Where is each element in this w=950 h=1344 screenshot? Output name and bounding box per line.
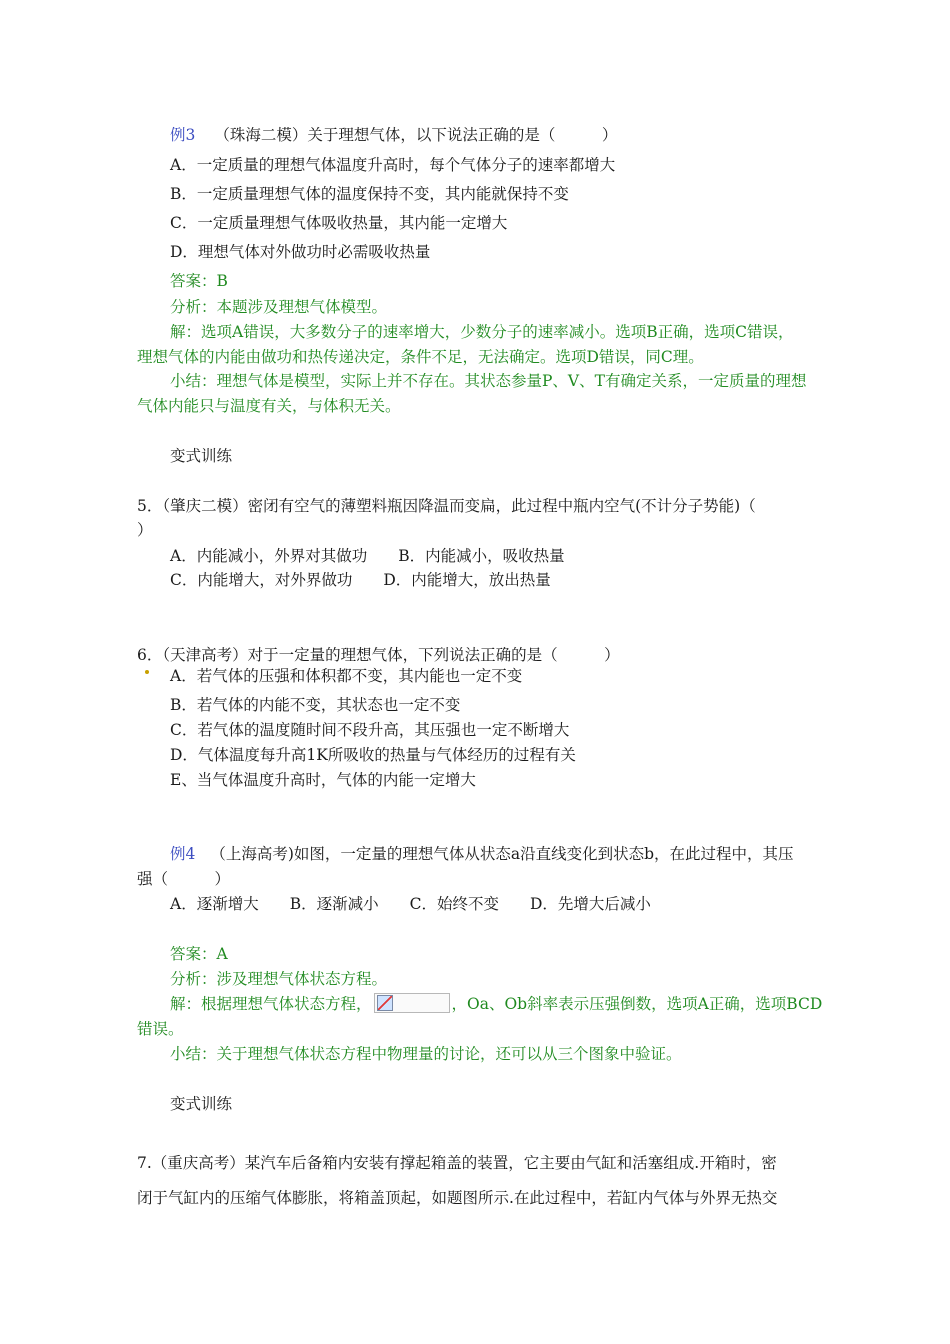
example-4-solution-line1 [170,993,822,1015]
question-5-stem-text: 5．（肇庆二模）密闭有空气的薄塑料瓶因降温而变扁，此过程中瓶内空气(不计分子势能)（ [137,497,756,515]
example-3-answer: 答案：B [170,272,228,290]
example-4-solution-line2: 错误。 [137,1020,184,1038]
question-5-options-row2: C．内能增大，对外界做功 D．内能增大，放出热量 [170,571,551,589]
example-4-question: （上海高考)如图，一定量的理想气体从状态a沿直线变化到状态b，在此过程中，其压 [210,845,794,863]
example-3-option-d: D．理想气体对外做功时必需吸收热量 [170,243,431,261]
question-5-stem-line1 [137,495,756,517]
broken-image-icon [377,995,393,1011]
example-3-summary-line1: 小结：理想气体是模型，实际上并不存在。其状态参量P、V、T有确定关系，一定质量的理想 [170,372,807,390]
example-4-summary: 小结：关于理想气体状态方程中物理量的讨论，还可以从三个图象中验证。 [170,1045,682,1063]
example-4-answer: 答案：A [170,945,228,963]
example-4-label: 例4 [170,845,196,863]
equation-image-placeholder [374,993,450,1013]
example-4-analysis: 分析：涉及理想气体状态方程。 [170,970,388,988]
example-3-option-b: B．一定质量理想气体的温度保持不变，其内能就保持不变 [170,185,569,203]
question-6-option-c: C．若气体的温度随时间不段升高，其压强也一定不断增大 [170,721,570,739]
example-3-solution-line2: 理想气体的内能由做功和热传递决定，条件不足，无法确定。选项D错误，同C理。 [137,348,704,366]
example-3-stem [170,124,617,146]
variant-training-heading-2: 变式训练 [170,1095,233,1113]
example-3-question: （珠海二模）关于理想气体，以下说法正确的是（ ） [214,126,618,144]
example-3-analysis: 分析：本题涉及理想气体模型。 [170,298,388,316]
example-3-solution-line1: 解：选项A错误，大多数分子的速率增大，少数分子的速率减小。选项B正确，选项C错误， [170,323,794,341]
question-5-stem-line2: ） [137,521,153,539]
bullet-marker [145,670,149,674]
example-4-stem-line1 [170,843,794,865]
example-4-stem-line2: 强（ ） [137,870,231,888]
example-4-options: A．逐渐增大 B．逐渐减小 C．始终不变 D．先增大后减小 [170,895,651,913]
example-3-option-a: A．一定质量的理想气体温度升高时，每个气体分子的速率都增大 [170,156,616,174]
example-3-option-c: C．一定质量理想气体吸收热量，其内能一定增大 [170,214,508,232]
example-4-solution-post: ，Oa、Ob斜率表示压强倒数，选项A正确，选项BCD [451,995,823,1013]
example-3-label: 例3 [170,126,196,144]
question-7-line1: 7.（重庆高考）某汽车后备箱内安装有撑起箱盖的装置，它主要由气缸和活塞组成.开箱时，密 [137,1154,777,1172]
question-5-options-row1: A．内能减小，外界对其做功 B．内能减小，吸收热量 [170,547,565,565]
question-6-option-a: A．若气体的压强和体积都不变，其内能也一定不变 [170,667,523,685]
example-3-summary-line2: 气体内能只与温度有关，与体积无关。 [137,397,401,415]
variant-training-heading-1: 变式训练 [170,447,233,465]
question-7-line2: 闭于气缸内的压缩气体膨胀，将箱盖顶起，如题图所示.在此过程中，若缸内气体与外界无热交 [137,1189,778,1207]
example-4-solution-pre: 解：根据理想气体状态方程， [170,995,372,1013]
question-6-option-b: B．若气体的内能不变，其状态也一定不变 [170,696,461,714]
question-6-option-e: E、当气体温度升高时，气体的内能一定增大 [170,771,476,789]
question-6-stem: 6．（天津高考）对于一定量的理想气体，下列说法正确的是（ ） [137,646,620,664]
question-6-option-d: D．气体温度每升高1K所吸收的热量与气体经历的过程有关 [170,746,576,764]
